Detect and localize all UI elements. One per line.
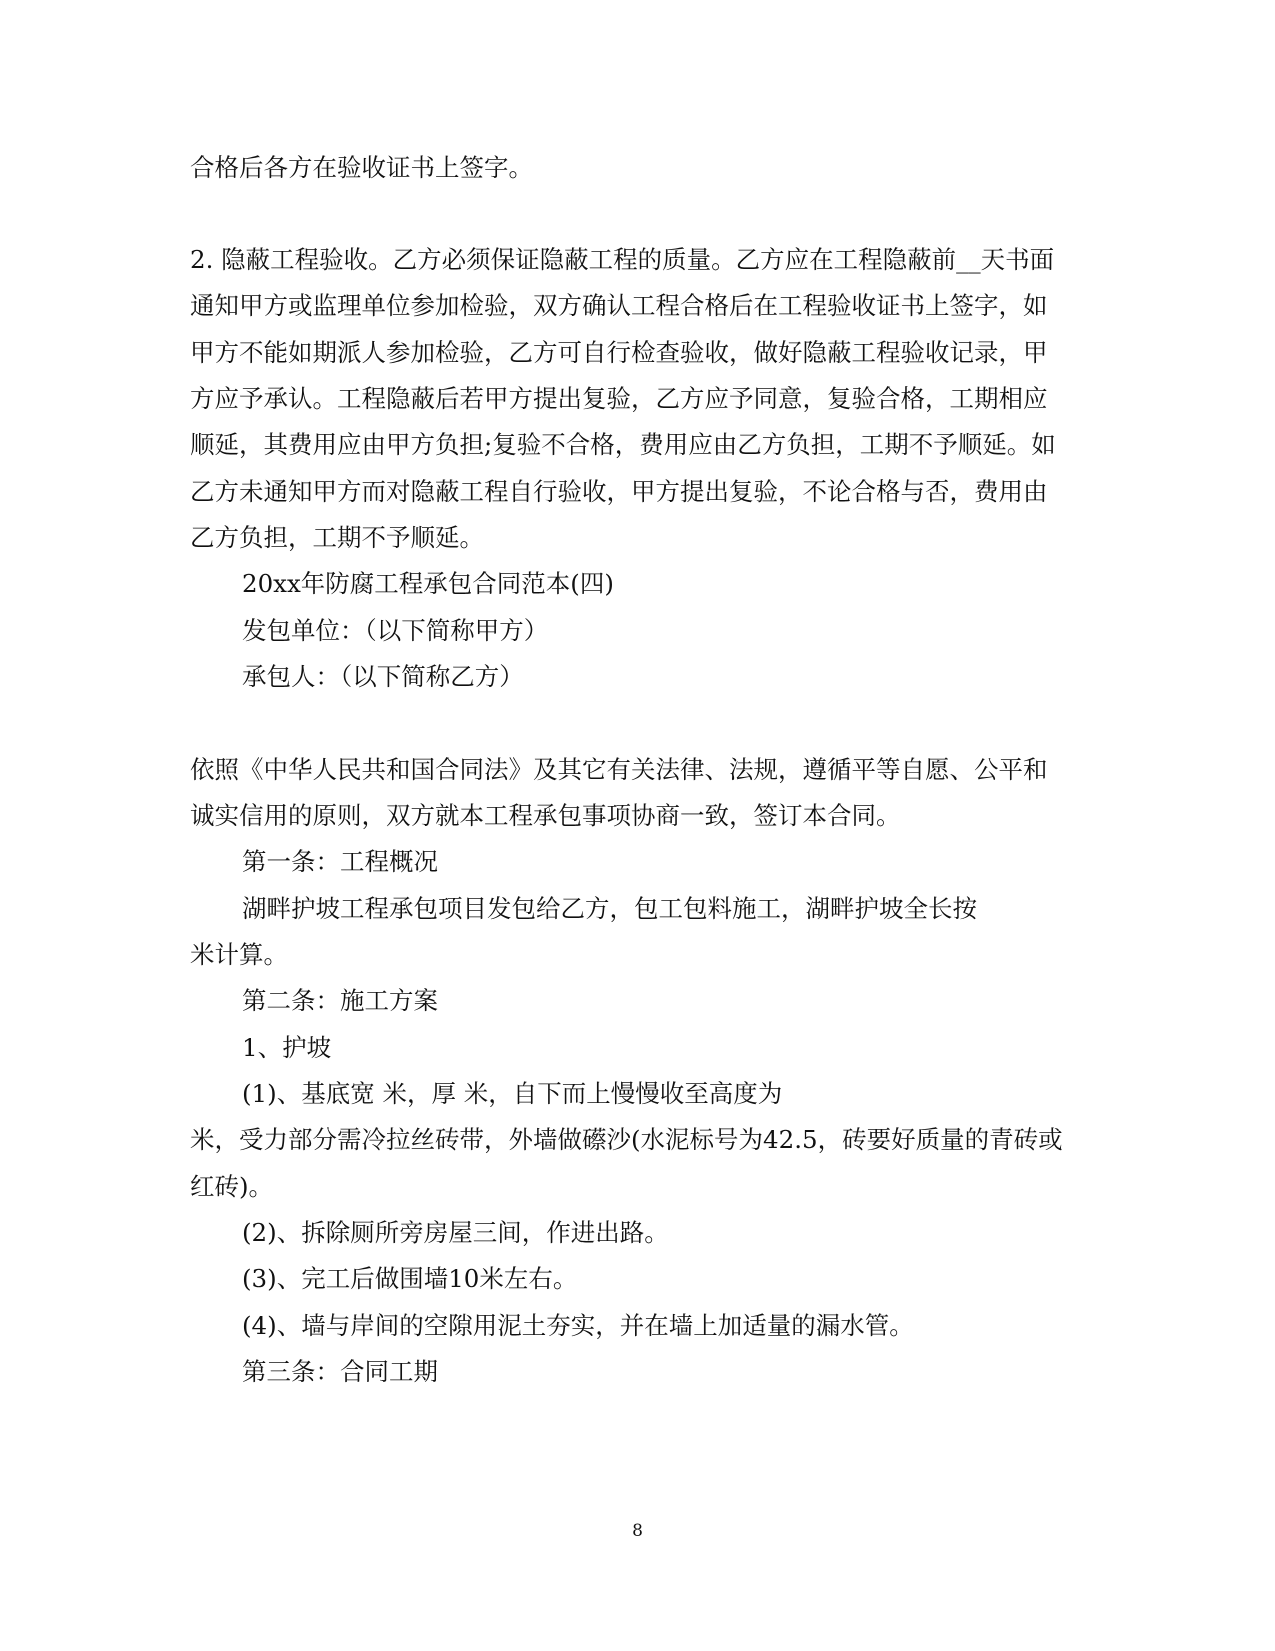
text-line: 湖畔护坡工程承包项目发包给乙方，包工包料施工，湖畔护坡全长按 (242, 894, 977, 923)
section-heading: 第二条：施工方案 (242, 986, 438, 1015)
text-line: 方应予承认。工程隐蔽后若甲方提出复验，乙方应予同意，复验合格，工期相应 (190, 384, 1048, 413)
text-line: 乙方负担，工期不予顺延。 (190, 523, 484, 552)
text-line: 2. 隐蔽工程验收。乙方必须保证隐蔽工程的质量。乙方应在工程隐蔽前__天书面 (190, 245, 1055, 274)
list-item: (4)、墙与岸间的空隙用泥土夯实，并在墙上加适量的漏水管。 (242, 1311, 914, 1340)
text-line: 诚实信用的原则，双方就本工程承包事项协商一致，签订本合同。 (190, 801, 901, 830)
section-heading: 第一条：工程概况 (242, 847, 438, 876)
text-line: 通知甲方或监理单位参加检验，双方确认工程合格后在工程验收证书上签字，如 (190, 291, 1048, 320)
text-line: 红砖)。 (190, 1172, 274, 1201)
party-b-line: 承包人：（以下简称乙方） (242, 662, 524, 691)
text-line: 合格后各方在验收证书上签字。 (190, 153, 533, 182)
list-item: (1)、基底宽 米，厚 米，自下而上慢慢收至高度为 (242, 1079, 783, 1108)
text-line: 米计算。 (190, 940, 288, 969)
list-item: (2)、拆除厕所旁房屋三间，作进出路。 (242, 1218, 669, 1247)
section-heading: 第三条：合同工期 (242, 1357, 438, 1386)
text-line: 依照《中华人民共和国合同法》及其它有关法律、法规，遵循平等自愿、公平和 (190, 755, 1048, 784)
list-item: (3)、完工后做围墙10米左右。 (242, 1264, 578, 1293)
text-line: 乙方未通知甲方而对隐蔽工程自行验收，甲方提出复验，不论合格与否，费用由 (190, 477, 1048, 506)
list-item: 1、护坡 (242, 1033, 332, 1062)
contract-title: 20xx年防腐工程承包合同范本(四) (242, 569, 614, 598)
text-line: 顺延，其费用应由甲方负担;复验不合格，费用应由乙方负担，工期不予顺延。如 (190, 430, 1056, 459)
page-number: 8 (632, 1521, 643, 1541)
text-line: 甲方不能如期派人参加检验，乙方可自行检查验收，做好隐蔽工程验收记录，甲 (190, 338, 1048, 367)
text-line: 米，受力部分需冷拉丝砖带，外墙做礤沙(水泥标号为42.5，砖要好质量的青砖或 (190, 1125, 1063, 1154)
party-a-line: 发包单位：（以下简称甲方） (242, 616, 549, 645)
